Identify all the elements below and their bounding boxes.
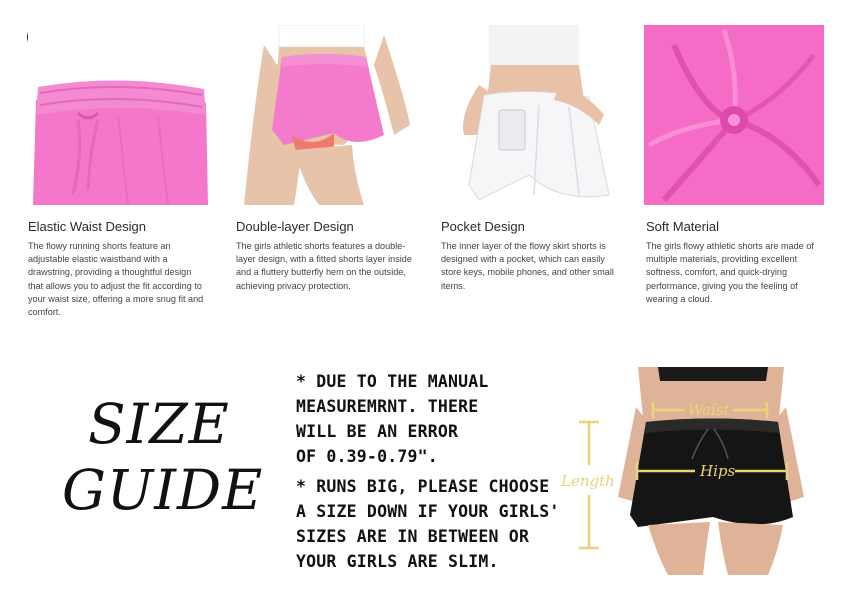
feature-title-elastic-waist: Elastic Waist Design [28,219,146,234]
double-layer-photo [234,25,414,205]
hips-label: Hips [700,462,736,480]
size-note-line: SIZES ARE IN BETWEEN OR [296,527,530,546]
feature-title-pocket: Pocket Design [441,219,525,234]
pocket-photo [439,25,619,205]
size-note-line: MEASUREMRNT. THERE [296,397,479,416]
size-note-line: WILL BE AN ERROR [296,422,459,441]
size-guide-title-line2: GUIDE [62,458,264,522]
size-note-line: * DUE TO THE MANUAL [296,372,489,391]
size-note-line: * RUNS BIG, PLEASE CHOOSE [296,477,550,496]
feature-desc-double-layer: The girls athletic shorts features a double-layer design, with a fitted shorts layer inside and a fluttery butterfly hem on the outside, achieving privacy protection. [236,241,412,291]
size-note-line: OF 0.39-0.79". [296,447,438,466]
size-note-line: YOUR GIRLS ARE SLIM. [296,552,499,571]
elastic-waist-photo [28,25,208,205]
soft-material-photo [644,25,824,205]
feature-desc-elastic-waist: The flowy running shorts feature an adjustable elastic waistband with a drawstring, providing a thoughtful design that allows you to adjust the fit according to your waist size, offering a more snug fit and comfort. [28,241,204,318]
feature-desc-pocket: The inner layer of the flowy skirt shorts is designed with a pocket, which can easily store keys, mobile phones, and other small items. [441,241,614,291]
feature-title-double-layer: Double-layer Design [236,219,354,234]
size-guide-title-line1: SIZE [88,392,230,456]
waist-label: Waist [688,401,730,419]
size-note-line: A SIZE DOWN IF YOUR GIRLS' [296,502,560,521]
feature-desc-soft-material: The girls flowy athletic shorts are made of multiple materials, providing excellent softness, comfort, and quick-drying performance, giving you the feeling of wearing a cloud. [646,241,814,304]
length-label: Length [561,472,615,490]
feature-title-soft-material: Soft Material [646,219,719,234]
